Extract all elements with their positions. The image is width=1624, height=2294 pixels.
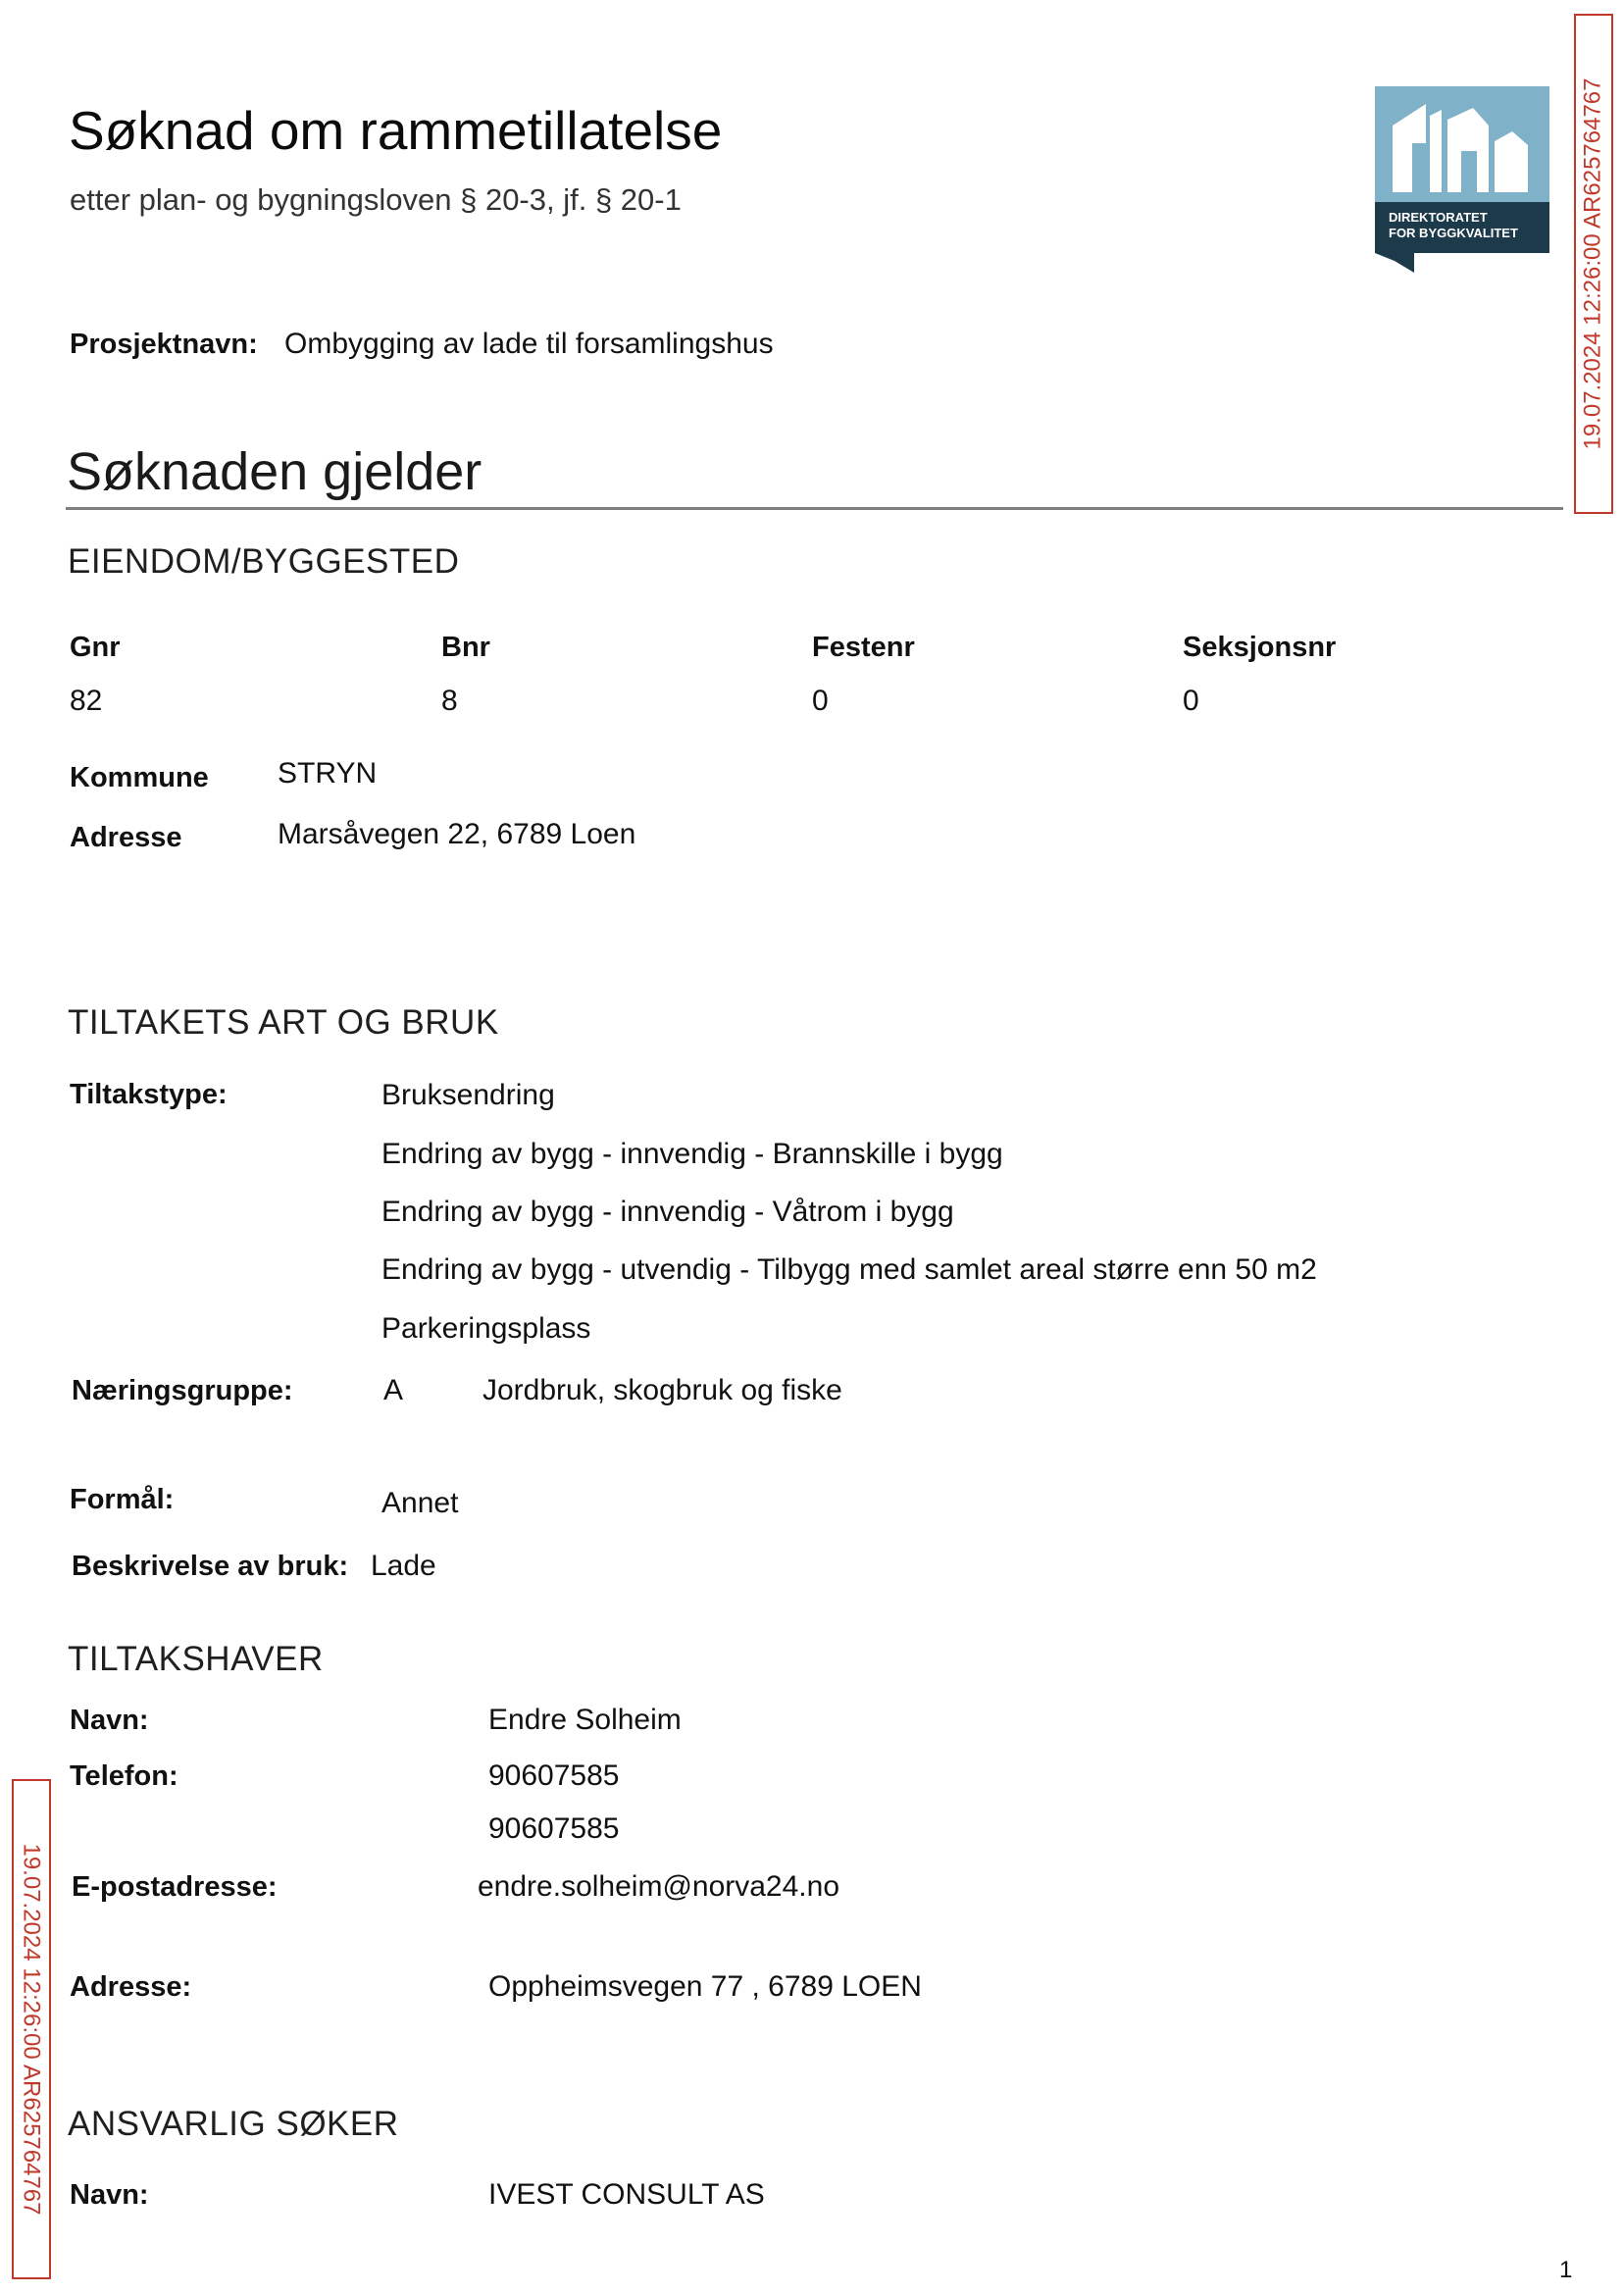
tiltakshaver-telefon-value: 90607585 — [488, 1812, 620, 1845]
tiltakshaver-adresse-label: Adresse: — [70, 1971, 192, 2003]
tiltakshaver-adresse-value: Oppheimsvegen 77 , 6789 LOEN — [488, 1970, 922, 2003]
formal-label: Formål: — [70, 1484, 175, 1515]
tiltakstype-item: Endring av bygg - innvendig - Våtrom i bygg — [381, 1196, 954, 1228]
logo-line2: FOR BYGGKVALITET — [1389, 226, 1518, 240]
tiltakshaver-telefon-value: 90607585 — [488, 1759, 620, 1792]
formal-value: Annet — [381, 1487, 459, 1519]
section-heading: Søknaden gjelder — [67, 442, 482, 501]
naeringsgruppe-code: A — [383, 1374, 404, 1406]
tiltakstype-item: Bruksendring — [381, 1079, 555, 1111]
bnr-label: Bnr — [441, 632, 490, 663]
tiltakshaver-telefon-label: Telefon: — [70, 1760, 178, 1792]
bnr-value: 8 — [441, 685, 458, 717]
document-subtitle: etter plan- og bygningsloven § 20-3, jf. § 20-1 — [70, 182, 682, 217]
beskrivelse-value: Lade — [371, 1550, 436, 1582]
project-value: Ombygging av lade til forsamlingshus — [284, 328, 774, 360]
beskrivelse-label: Beskrivelse av bruk: — [72, 1551, 349, 1582]
stamp-text: 19.07.2024 12:26:00 AR625764767 — [19, 1843, 45, 2216]
ansvarlig-navn-value: IVEST CONSULT AS — [488, 2178, 765, 2211]
tiltakshaver-navn-label: Navn: — [70, 1705, 149, 1736]
kommune-label: Kommune — [70, 762, 209, 793]
ansvarlig-heading: ANSVARLIG SØKER — [68, 2105, 399, 2143]
tiltak-heading: TILTAKETS ART OG BRUK — [68, 1003, 499, 1042]
ansvarlig-navn-label: Navn: — [70, 2179, 149, 2211]
tiltakstype-item: Parkeringsplass — [381, 1312, 591, 1345]
receipt-stamp-top — [1574, 14, 1613, 514]
tiltakstype-item: Endring av bygg - utvendig - Tilbygg med samlet areal større enn 50 m2 — [381, 1253, 1317, 1286]
page-number: 1 — [1559, 2257, 1573, 2283]
tiltakstype-label: Tiltakstype: — [70, 1079, 228, 1110]
document-title: Søknad om rammetillatelse — [69, 100, 723, 161]
stamp-text: 19.07.2024 12:26:00 AR625764767 — [1580, 77, 1606, 450]
logo-line1: DIREKTORATET — [1389, 210, 1488, 225]
project-label: Prosjektnavn: — [70, 329, 258, 360]
dibk-logo-icon — [1375, 86, 1549, 273]
tiltakshaver-heading: TILTAKSHAVER — [68, 1640, 324, 1678]
receipt-stamp-bottom — [12, 1779, 51, 2279]
naeringsgruppe-value: Jordbruk, skogbruk og fiske — [482, 1374, 842, 1406]
seksjonsnr-label: Seksjonsnr — [1183, 632, 1337, 663]
festenr-value: 0 — [812, 685, 829, 717]
seksjonsnr-value: 0 — [1183, 685, 1199, 717]
festenr-label: Festenr — [812, 632, 915, 663]
adresse-value: Marsåvegen 22, 6789 Loen — [278, 818, 636, 850]
gnr-label: Gnr — [70, 632, 121, 663]
tiltakshaver-epost-value: endre.solheim@norva24.no — [478, 1870, 840, 1903]
section-divider — [66, 507, 1563, 510]
gnr-value: 82 — [70, 685, 103, 717]
tiltakshaver-epost-label: E-postadresse: — [72, 1871, 278, 1903]
tiltakstype-item: Endring av bygg - innvendig - Brannskille i bygg — [381, 1138, 1003, 1170]
dibk-logo — [1375, 86, 1549, 273]
kommune-value: STRYN — [278, 757, 378, 790]
eiendom-heading: EIENDOM/BYGGESTED — [68, 542, 460, 581]
adresse-label: Adresse — [70, 822, 182, 853]
tiltakshaver-navn-value: Endre Solheim — [488, 1704, 682, 1736]
naeringsgruppe-label: Næringsgruppe: — [72, 1375, 293, 1406]
